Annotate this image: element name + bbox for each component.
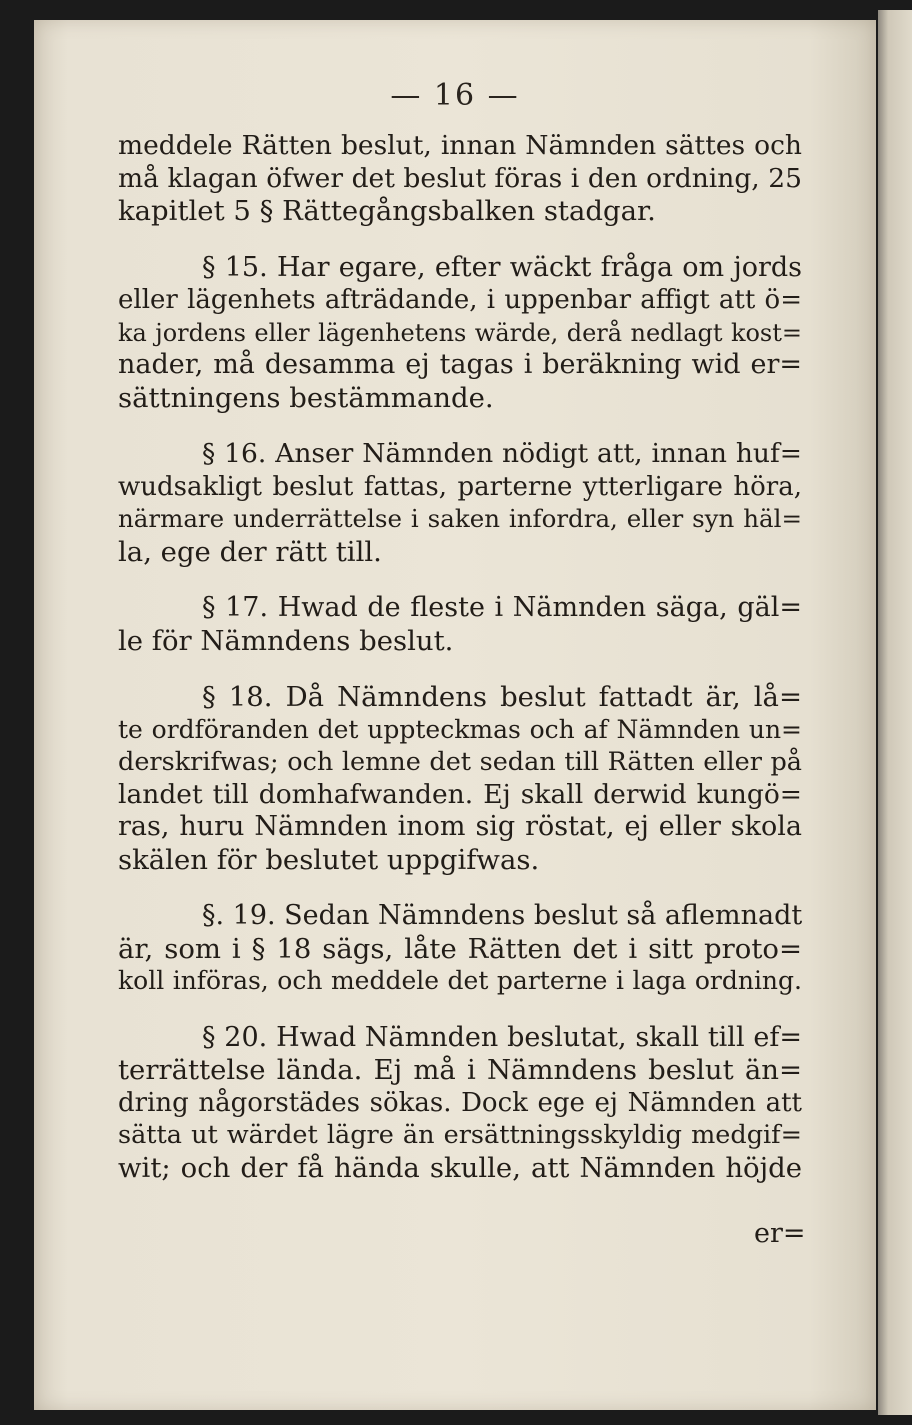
text-line: te ordföranden det uppteckmas och af Nämnden un=: [118, 714, 802, 744]
text-line: le för Nämndens beslut.: [118, 624, 454, 657]
paragraph-continued: [118, 284, 802, 414]
paragraph: [118, 252, 802, 285]
text-line: kapitlet 5 § Rättegångsbalken stadgar.: [118, 195, 656, 227]
text-line: sättningens bestämmande.: [118, 381, 494, 414]
text-line: koll införas, och meddele det parterne i laga ordning.: [118, 966, 802, 995]
text-line: landet till domhafwanden. Ej skall derwid kungö=: [118, 778, 802, 810]
text-line: wudsakligt beslut fattas, parterne ytterligare höra,: [118, 471, 802, 502]
paragraph: [118, 592, 802, 657]
book-page: [34, 20, 876, 1410]
text-line: §. 19. Sedan Nämndens beslut så aflemnadt: [202, 900, 802, 931]
text-line: § 16. Anser Nämnden nödigt att, innan huf=: [202, 438, 802, 469]
text-line: meddele Rätten beslut, innan Nämnden sättes och: [118, 130, 802, 161]
text-line: må klagan öfwer det beslut föras i den ordning, 25: [118, 162, 802, 194]
text-line: ka jordens eller lägenhetens wärde, derå nedlagt kost=: [118, 318, 802, 347]
catchword: er=: [754, 1218, 806, 1249]
text-line: ras, huru Nämnden inom sig röstat, ej eller skola: [118, 811, 802, 842]
text-line: dring någorstädes sökas. Dock ege ej Nämnden att: [118, 1087, 802, 1118]
paragraph: [118, 681, 802, 876]
text-line: är, som i § 18 sägs, låte Rätten det i sitt proto=: [118, 932, 802, 965]
text-line: la, ege der rätt till.: [118, 535, 382, 568]
text-line: § 20. Hwad Nämnden beslutat, skall till ef=: [202, 1021, 802, 1053]
text-line: § 15. Har egare, efter wäckt fråga om jords: [202, 251, 802, 283]
paragraph: [118, 438, 802, 568]
page-number: — 16 —: [390, 78, 520, 113]
text-line: nader, må desamma ej tagas i beräkning wid er=: [118, 349, 802, 380]
text-line: skälen för beslutet uppgifwas.: [118, 843, 540, 876]
text-line: eller lägenhets afträdande, i uppenbar affigt att ö=: [118, 285, 802, 315]
page-body: [118, 130, 802, 1184]
text-line: terrättelse lända. Ej må i Nämndens beslut än=: [118, 1054, 802, 1086]
paragraph: [118, 900, 802, 998]
text-line: § 18. Då Nämndens beslut fattadt är, lå=: [202, 681, 802, 713]
text-line: derskrifwas; och lemne det sedan till Rätten eller på: [118, 747, 802, 777]
paragraph: [118, 1022, 802, 1185]
text-line: § 17. Hwad de fleste i Nämnden säga, gäl=: [202, 592, 802, 623]
paragraph: [118, 130, 802, 228]
text-line: sätta ut wärdet lägre än ersättningsskyldig medgif=: [118, 1120, 802, 1150]
text-line: närmare underrättelse i saken infordra, eller syn häl=: [118, 504, 802, 533]
adjacent-page-edge: [878, 10, 912, 1415]
text-line: wit; och der få hända skulle, att Nämnden höjde: [118, 1151, 802, 1184]
